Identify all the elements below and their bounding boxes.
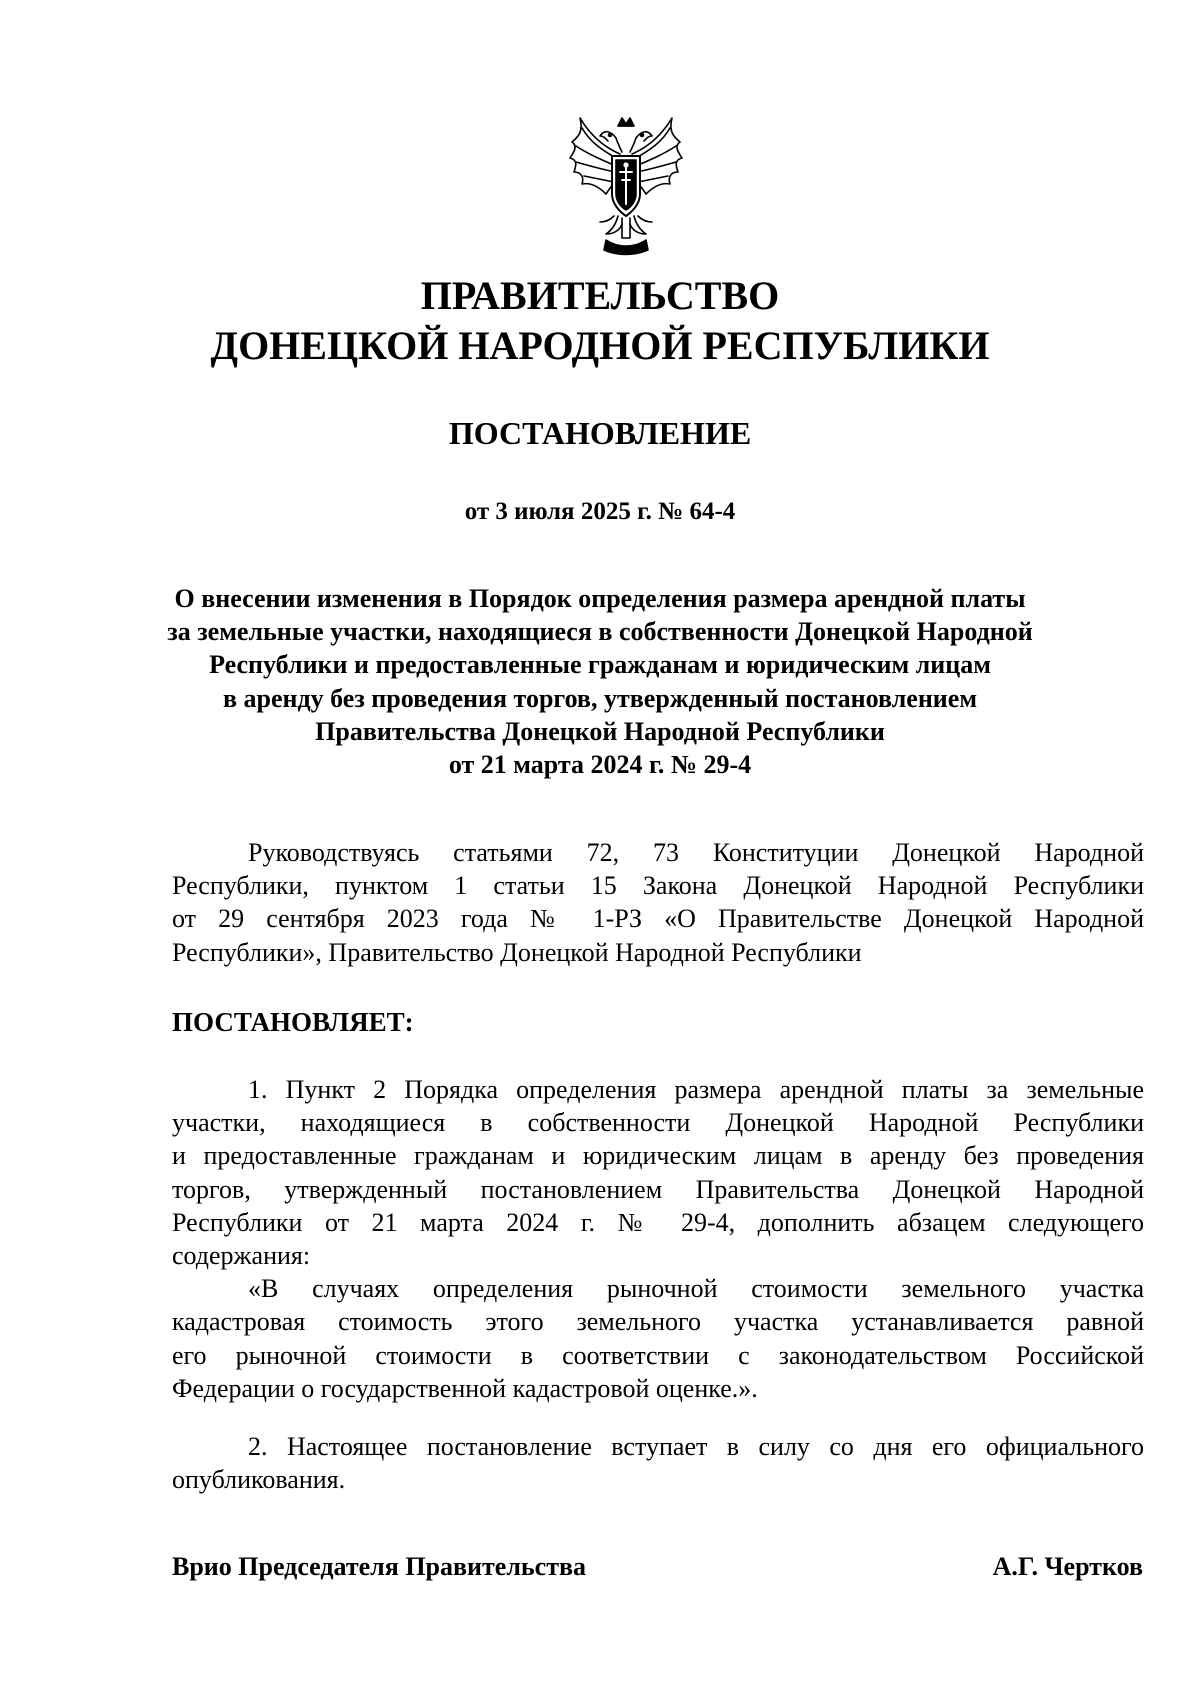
decree-heading: ПОСТАНОВЛЯЕТ: [172, 1007, 414, 1037]
document-type: ПОСТАНОВЛЕНИЕ [448, 415, 752, 451]
title-line: Республики и предоставленные гражданам и юридическим лицам [209, 650, 991, 680]
title-line: Правительства Донецкой Народной Республики [315, 716, 885, 746]
signatory-name: А.Г. Чертков [992, 1552, 1143, 1581]
document-date-number: от 3 июля 2025 г. № 64-4 [464, 498, 736, 525]
signatory-position: Врио Председателя Правительства [172, 1552, 587, 1581]
paragraph-line: «В случаях определения рыночной стоимости земельного участка [248, 1274, 1144, 1304]
paragraph-line: Республики, пунктом 1 статьи 15 Закона Донецкой Народной Республики [172, 871, 1144, 901]
government-title-line2: ДОНЕЦКОЙ НАРОДНОЙ РЕСПУБЛИКИ [210, 323, 990, 368]
paragraph-line: и предоставленные гражданам и юридическим лицам в аренду без проведения [172, 1141, 1144, 1171]
title-line: в аренду без проведения торгов, утвержденный постановлением [222, 683, 978, 713]
item-1-paragraph [172, 1073, 1144, 1405]
document-subject-title [0, 582, 1200, 781]
preamble-paragraph [172, 836, 1144, 969]
title-line: за земельные участки, находящиеся в собственности Донецкой Народной [167, 617, 1033, 647]
paragraph-line: торгов, утвержденный постановлением Правительства Донецкой Народной [172, 1174, 1144, 1204]
paragraph-line: опубликования. [172, 1465, 346, 1495]
government-title-line1: ПРАВИТЕЛЬСТВО [420, 273, 780, 318]
paragraph-line: участки, находящиеся в собственности Донецкой Народной Республики [172, 1108, 1144, 1138]
paragraph-line: 2. Настоящее постановление вступает в силу со дня его официального [248, 1432, 1144, 1461]
paragraph-line: содержания: [172, 1240, 311, 1270]
paragraph-line: Руководствуясь статьями 72, 73 Конституции Донецкой Народной [248, 838, 1144, 867]
paragraph-line: от 29 сентября 2023 года № 1-РЗ «О Правительстве Донецкой Народной [172, 904, 1144, 934]
paragraph-line: Республики», Правительство Донецкой Народной Республики [172, 937, 862, 967]
paragraph-line: Федерации о государственной кадастровой оценке.». [172, 1373, 758, 1403]
paragraph-line: Республики от 21 марта 2024 г. № 29-4, дополнить абзацем следующего [172, 1207, 1144, 1237]
title-line: О внесении изменения в Порядок определения размера арендной платы [174, 584, 1026, 613]
title-line: от 21 марта 2024 г. № 29-4 [448, 750, 752, 780]
paragraph-line: кадастровая стоимость этого земельного участка устанавливается равной [172, 1307, 1144, 1337]
paragraph-line: 1. Пункт 2 Порядка определения размера арендной платы за земельные [248, 1075, 1144, 1104]
paragraph-line: его рыночной стоимости в соответствии с законодательством Российской [172, 1340, 1144, 1370]
item-2-paragraph [172, 1430, 1144, 1496]
coat-of-arms-icon [566, 108, 686, 256]
